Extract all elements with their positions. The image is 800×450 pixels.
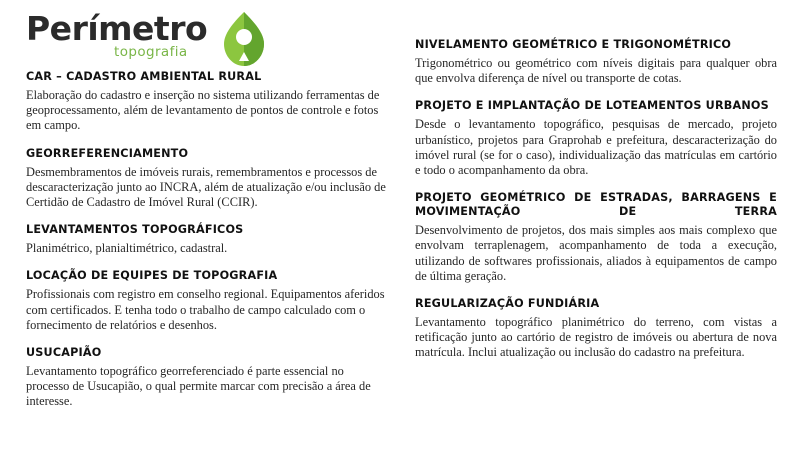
service-title: LEVANTAMENTOS TOPOGRÁFICOS (26, 223, 244, 237)
service-section (26, 70, 386, 134)
service-section (415, 99, 777, 178)
service-title: NIVELAMENTO GEOMÉTRICO E TRIGONOMÉTRICO (415, 38, 732, 51)
service-section (26, 147, 386, 211)
service-body: Planimétrico, planialtimétrico, cadastral. (26, 241, 228, 256)
service-body: Profissionais com registro em conselho regional. Equipamentos aferidos com certificados. E tenha todo o trabalho de campo calculado com o fornecimento de relatórios e desenhos. (26, 287, 385, 332)
service-body: Elaboração do cadastro e inserção no sistema utilizando ferramentas de geoprocessamento, além de levantamento de pontos de controle e fotos em campo. (26, 88, 380, 133)
service-section (415, 297, 777, 361)
service-body: Desenvolvimento de projetos, dos mais simples aos mais complexo que envolvam terraplenagem, acompanhamento de toda a execução, utilizando de softwares profissionais, aliados à equipamentos de campo de última geração. (415, 223, 777, 283)
service-section (26, 269, 386, 333)
service-title: PROJETO GEOMÉTRICO DE ESTRADAS, BARRAGENS E MOVIMENTAÇÃO DE TERRA (415, 191, 777, 219)
left-column (26, 70, 386, 410)
right-column (415, 38, 777, 361)
service-title: PROJETO E IMPLANTAÇÃO DE LOTEAMENTOS URBANOS (415, 99, 769, 113)
leaf-hexagon-mark-icon (214, 10, 274, 70)
service-section (26, 223, 386, 256)
logo-wordmark: Perímetro (26, 9, 208, 48)
service-body: Levantamento topográfico georreferenciado é parte essencial no processo de Usucapião, o qual permite marcar com precisão a área de interesse. (26, 364, 371, 409)
logo-subtitle: topografia (114, 44, 188, 60)
service-body: Trigonométrico ou geométrico com níveis digitais para qualquer obra que envolva diferença de nível ou transporte de cotas. (415, 56, 777, 86)
service-section (415, 191, 777, 284)
service-body: Levantamento topográfico planimétrico do terreno, com vistas a retificação junto ao cartório de registro de imóveis ou abertura de nova matrícula. Inclui atualização ou inclusão do cadastro na prefeitura. (415, 315, 777, 360)
service-title: REGULARIZAÇÃO FUNDIÁRIA (415, 297, 600, 311)
company-logo (26, 8, 276, 66)
service-title: CAR – CADASTRO AMBIENTAL RURAL (26, 70, 262, 83)
service-section (415, 38, 777, 86)
service-body: Desmembramentos de imóveis rurais, remembramentos e processos de descaracterização junto ao INCRA, além de atualização e/ou inclusão de Certidão de Cadastro de Imóvel Rural (CCIR). (26, 164, 386, 210)
service-title: USUCAPIÃO (26, 346, 102, 360)
service-title: GEORREFERENCIAMENTO (26, 146, 189, 160)
service-section (26, 346, 386, 410)
service-body: Desde o levantamento topográfico, pesquisas de mercado, projeto urbanístico, projetos para Graprohab e prefeitura, descaracterização do imóvel rural (se for o caso), individualização das matrículas em cartório e todo o acompanhamento da obra. (415, 117, 777, 178)
service-title: LOCAÇÃO DE EQUIPES DE TOPOGRAFIA (26, 269, 278, 283)
